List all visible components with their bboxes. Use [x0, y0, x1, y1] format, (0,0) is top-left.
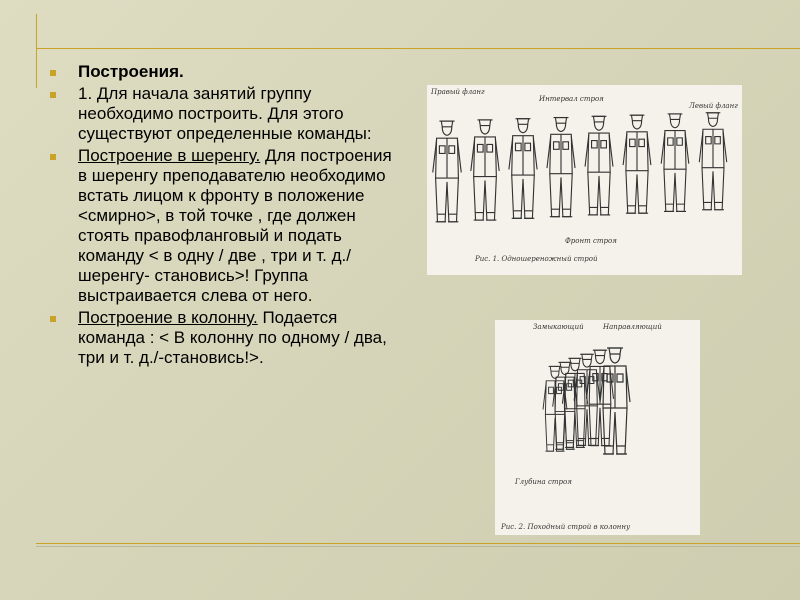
frame-top-line — [36, 48, 800, 49]
soldier-figure — [600, 348, 630, 454]
fig1-caption: Рис. 1. Одношереножный строй — [475, 255, 598, 263]
item-3-text: Подается команда : < В колонну по одному / два, три и т. д./-становись!>. — [78, 308, 387, 367]
bullet-heading — [50, 62, 395, 82]
item-2-text: Для построения в шеренгу преподавателю необходимо встать лицом к фронту в положение <смирно>, в той точке , где должен стоять правофланговый и подать команду < в одну / две , три и т. д./ шеренгу- становись>! Группа выстраивается слева от него. — [78, 146, 392, 305]
soldier-figure — [661, 114, 689, 212]
fig1-label-interval: Интервал строя — [539, 95, 604, 103]
soldier-figure — [547, 118, 575, 217]
figure-line-formation — [427, 85, 742, 275]
frame-bottom-line — [36, 543, 800, 544]
figure-column-formation — [495, 320, 700, 535]
frame-bottom-line-shadow — [36, 546, 800, 547]
item-3-heading: Построение в колонну. — [78, 308, 258, 327]
soldier-figure — [585, 116, 613, 215]
slide-text — [50, 62, 395, 370]
bullet-item-1 — [50, 84, 395, 144]
bullet-item-3 — [50, 308, 395, 368]
soldier-figure — [623, 115, 651, 213]
soldier-figure — [471, 120, 499, 220]
fig1-label-left-flank: Правый фланг — [431, 88, 485, 96]
fig2-caption: Рис. 2. Походный строй в колонну — [501, 523, 631, 531]
slide-heading: Построения. — [78, 62, 184, 81]
column-formation-drawing — [495, 320, 700, 535]
fig2-label-depth: Глубина строя — [515, 478, 572, 486]
item-1-text: 1. Для начала занятий группу необходимо построить. Для этого существуют определенные команды: — [78, 84, 372, 143]
fig2-label-rear: Замыкающий — [533, 323, 584, 331]
bullet-item-2 — [50, 146, 395, 306]
item-2-heading: Построение в шеренгу. — [78, 146, 261, 165]
soldier-figure — [509, 119, 537, 219]
frame-left-line — [36, 14, 37, 88]
soldier-figure — [433, 121, 462, 222]
fig2-label-leader: Направляющий — [603, 323, 662, 331]
fig1-label-front: Фронт строя — [565, 237, 617, 245]
fig1-label-right-flank: Левый фланг — [689, 102, 738, 110]
soldier-figure — [699, 113, 726, 210]
line-formation-drawing — [427, 85, 742, 275]
